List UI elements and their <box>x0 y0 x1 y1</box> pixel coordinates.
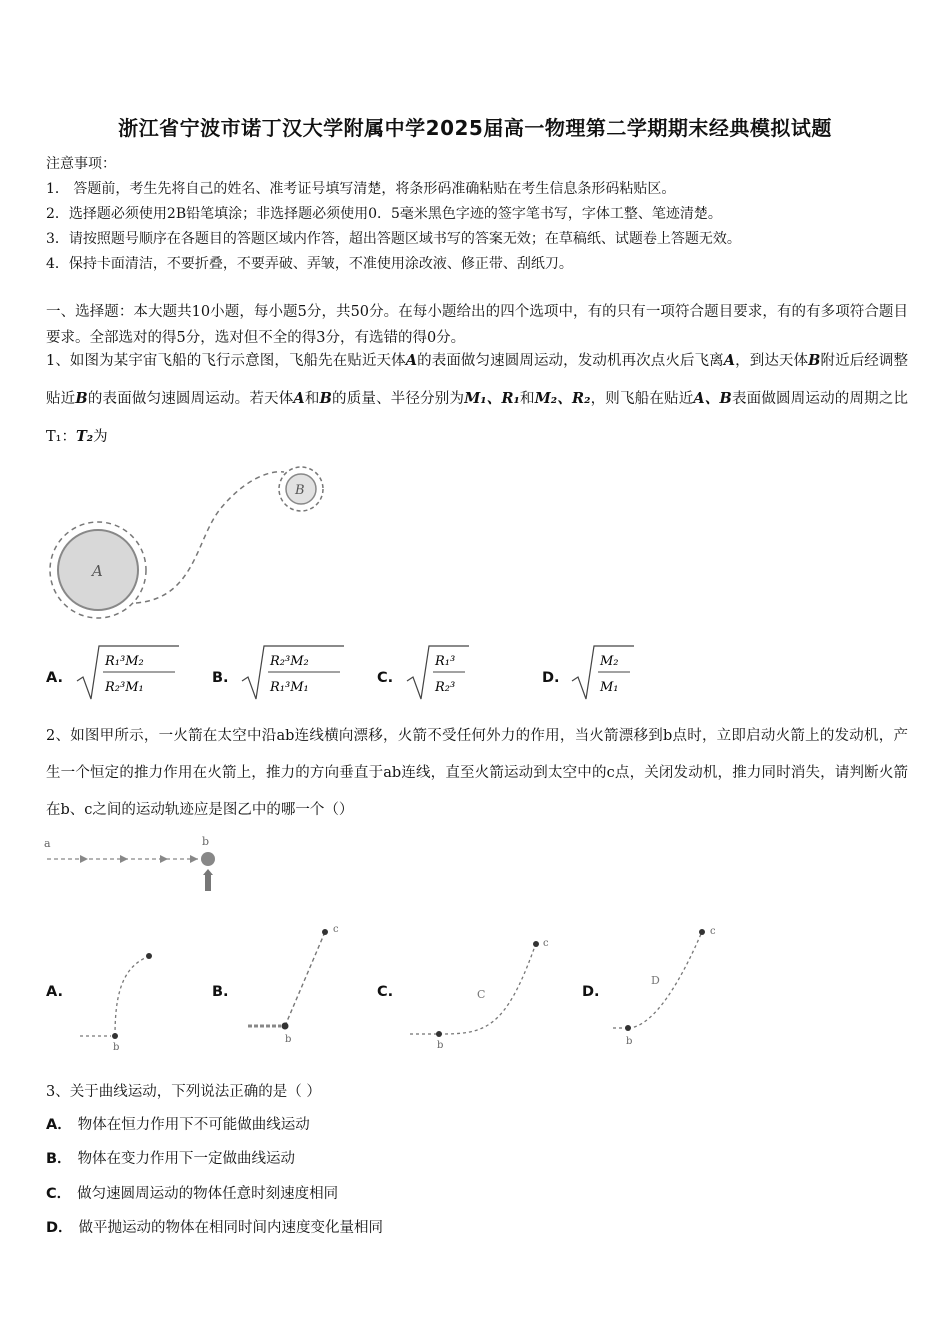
numerator: R₁³M₂ <box>105 654 144 669</box>
numerator: R₂³M₂ <box>270 654 309 669</box>
q2-option-c-path[interactable] <box>405 930 565 1055</box>
trajectory <box>439 946 535 1034</box>
point-b-label: b <box>202 835 210 848</box>
label-c: c <box>543 938 549 949</box>
rocket <box>201 852 215 866</box>
q3-choice-c[interactable]: C． 做匀速圆周运动的物体任意时刻速度相同 <box>46 1186 339 1202</box>
point-c <box>146 953 152 959</box>
q3-choice-b[interactable]: B． 物体在变力作用下一定做曲线运动 <box>46 1151 296 1167</box>
q1-option-c-key[interactable]: C. <box>377 670 394 686</box>
page-title: 浙江省宁波市诺丁汉大学附属中学2025届高一物理第二学期期末经典模拟试题 <box>118 116 832 140</box>
label-b: b <box>626 1036 633 1047</box>
denominator: R₁³M₁ <box>270 680 309 695</box>
denominator: R₂³ <box>435 680 456 695</box>
label-c: c <box>710 926 716 937</box>
q2-option-a-path[interactable] <box>75 940 175 1055</box>
thrust-arrow <box>203 869 213 891</box>
label-b: b <box>437 1040 444 1051</box>
notice-item-4: 4．保持卡面清洁，不要折叠，不要弄破、弄皱，不准使用涂改液、修正带、刮纸刀。 <box>46 256 573 272</box>
question-3-stem: 3、关于曲线运动，下列说法正确的是（ ） <box>46 1084 321 1100</box>
q2-option-d-key[interactable]: D. <box>582 984 600 1000</box>
point-b <box>282 1023 289 1030</box>
denominator: M₁ <box>600 680 619 695</box>
spaceship-orbit-figure <box>46 458 346 628</box>
label-c: c <box>333 924 339 935</box>
planet-a-label: A <box>92 562 103 580</box>
q1-option-d-key[interactable]: D. <box>542 670 560 686</box>
curve-mark: D <box>651 974 660 987</box>
point-c <box>699 929 705 935</box>
label-b: b <box>113 1042 120 1053</box>
transfer-path <box>136 472 284 603</box>
q1-option-c-formula[interactable] <box>405 643 475 703</box>
trajectory <box>115 958 145 1036</box>
q2-option-b-key[interactable]: B. <box>212 984 229 1000</box>
notice-item-2: 2．选择题必须使用2B铅笔填涂；非选择题必须使用0．5毫米黑色字迹的签字笔书写，字体工整、笔迹清楚。 <box>46 206 722 222</box>
point-b <box>436 1031 442 1037</box>
trajectory <box>628 934 701 1028</box>
q2-option-d-path[interactable] <box>608 920 738 1055</box>
point-b <box>625 1025 631 1031</box>
rocket-drift-figure <box>42 833 242 898</box>
notice-heading: 注意事项： <box>46 156 116 172</box>
q1-option-b-formula[interactable] <box>240 643 350 703</box>
curve-mark: C <box>477 988 486 1001</box>
q1-option-a-key[interactable]: A. <box>46 670 63 686</box>
point-c <box>533 941 539 947</box>
q1-option-b-key[interactable]: B. <box>212 670 229 686</box>
label-b: b <box>285 1034 292 1045</box>
q3-choice-d[interactable]: D． 做平抛运动的物体在相同时间内速度变化量相同 <box>46 1220 384 1236</box>
numerator: R₁³ <box>435 654 456 669</box>
point-a-label: a <box>44 837 51 850</box>
q1-option-a-formula[interactable] <box>75 643 185 703</box>
question-1-text: 1、如图为某宇宙飞船的飞行示意图，飞船先在贴近天体A的表面做匀速圆周运动，发动机再次点火后飞离A，到达天体B附近后经调整贴近B的表面做匀速圆周运动。若天体A和B的质量、半径分别为M₁、R₁和M₂、R₂，则飞船在贴近A、B表面做圆周运动的周期之比T₁：T₂为 <box>46 352 909 445</box>
planet-b-label: B <box>295 483 305 498</box>
q1-option-d-formula[interactable] <box>570 643 640 703</box>
q2-option-a-key[interactable]: A. <box>46 984 63 1000</box>
question-2-text: 2、如图甲所示，一火箭在太空中沿ab连线横向漂移，火箭不受任何外力的作用，当火箭漂移到b点时，立即启动火箭上的发动机，产生一个恒定的推力作用在火箭上，推力的方向垂直于ab连线，直至火箭运动到太空中的c点，关闭发动机，推力同时消失，请判断火箭在b、c之间的运动轨迹应是图乙中的哪一个（） <box>46 728 908 818</box>
denominator: R₂³M₁ <box>105 680 144 695</box>
q2-option-b-path[interactable] <box>243 920 353 1055</box>
section-intro: 一、选择题：本大题共10小题，每小题5分，共50分。在每小题给出的四个选项中，有的只有一项符合题目要求，有的有多项符合题目要求。全部选对的得5分，选对但不全的得3分，有选错的得0分。 <box>46 304 908 346</box>
trajectory <box>285 932 325 1026</box>
q3-choice-a[interactable]: A． 物体在恒力作用下不可能做曲线运动 <box>46 1117 310 1133</box>
point-c <box>322 929 328 935</box>
notice-item-3: 3．请按照题号顺序在各题目的答题区域内作答，超出答题区域书写的答案无效；在草稿纸、试题卷上答题无效。 <box>46 231 741 247</box>
q2-option-c-key[interactable]: C. <box>377 984 394 1000</box>
notice-item-1: 1． 答题前，考生先将自己的姓名、准考证号填写清楚，将条形码准确粘贴在考生信息条形码粘贴区。 <box>46 181 676 197</box>
point-b <box>112 1033 118 1039</box>
numerator: M₂ <box>600 654 619 669</box>
